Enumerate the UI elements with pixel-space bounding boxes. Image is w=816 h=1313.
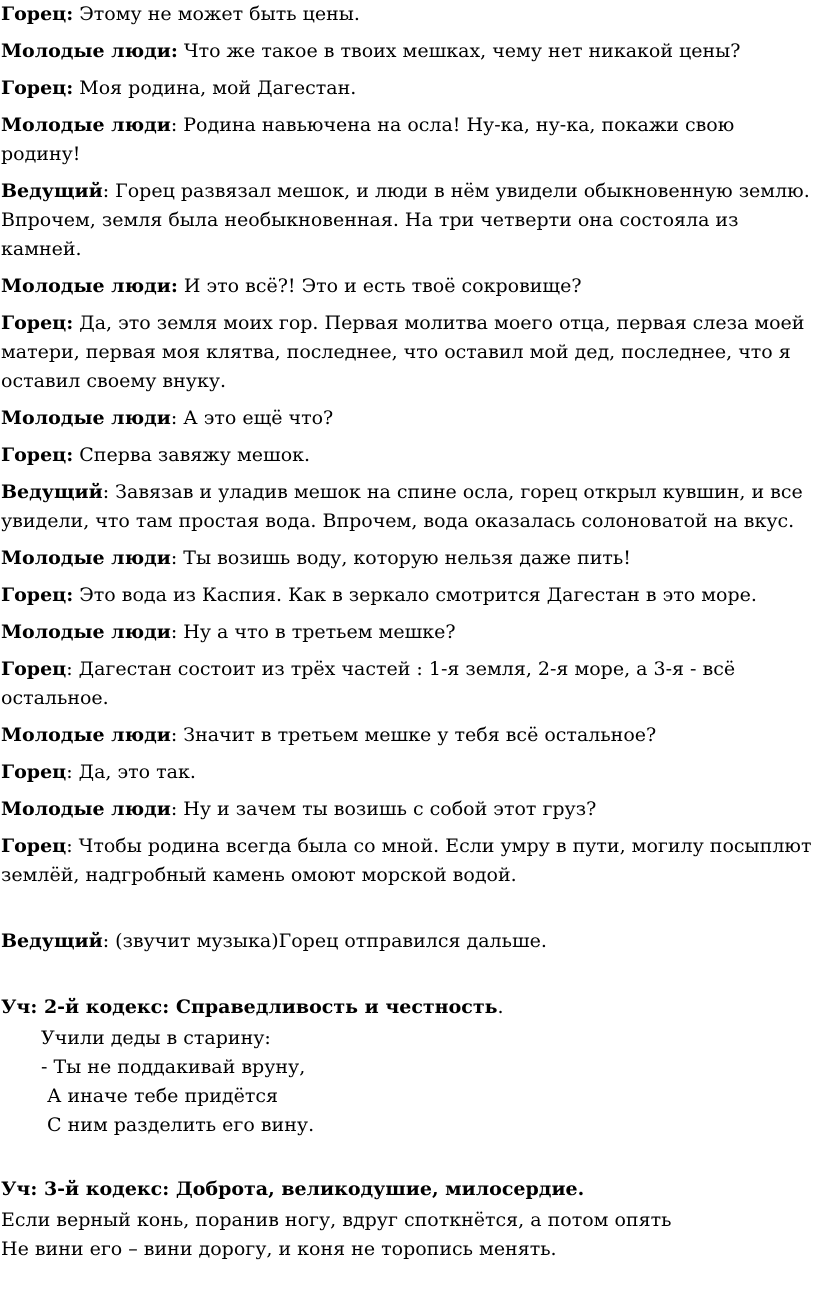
dialogue-line: [1, 404, 816, 433]
verse-line: - Ты не поддакивай вруну,: [41, 1056, 306, 1078]
dialogue-line: [1, 721, 816, 750]
verse-line: Учили деды в старину:: [41, 1027, 271, 1049]
dialogue-line: [1, 441, 816, 470]
speaker-label: Молодые люди:: [1, 275, 178, 297]
verse-line: С ним разделить его вину.: [41, 1114, 315, 1136]
line-text: Это вода из Каспия. Как в зеркало смотрится Дагестан в это море.: [73, 584, 757, 606]
dialogue-line: [1, 111, 816, 169]
speaker-label: Горец:: [1, 312, 74, 334]
speaker-label: Ведущий: [1, 180, 103, 202]
codex-2-verse: [41, 1024, 816, 1140]
dialogue-line: [1, 758, 816, 787]
host-music-line: [1, 927, 816, 956]
codex-2-heading: [1, 993, 816, 1022]
dialogue-block: [1, 0, 816, 890]
spacer: [1, 964, 816, 993]
speaker-label: Молодые люди: [1, 114, 171, 136]
codex-3-lines: [1, 1206, 816, 1264]
dialogue-line: [1, 309, 816, 396]
speaker-label: Молодые люди: [1, 407, 171, 429]
speaker-label: Молодые люди:: [1, 40, 178, 62]
dialogue-line: [1, 74, 816, 103]
line-text: : Родина навьючена на осла! Ну-ка, ну-ка, покажи свою родину!: [1, 114, 735, 165]
line-text: : Значит в третьем мешке у тебя всё остальное?: [170, 724, 657, 746]
line-text: : Дагестан состоит из трёх частей : 1-я земля, 2-я море, а 3-я - всё остальное.: [1, 658, 736, 709]
dialogue-line: [1, 478, 816, 536]
speaker-label: Молодые люди: [1, 547, 171, 569]
dialogue-line: [1, 832, 816, 890]
line-text: : А это ещё что?: [170, 407, 334, 429]
codex-3-title: Уч: 3-й кодекс: Доброта, великодушие, милосердие.: [1, 1178, 585, 1200]
verse-line: А иначе тебе придётся: [41, 1085, 279, 1107]
codex-3-line: Если верный конь, поранив ногу, вдруг споткнётся, а потом опять: [1, 1209, 672, 1231]
speaker-label: Молодые люди: [1, 724, 171, 746]
line-text: : Ну и зачем ты возишь с собой этот груз?: [170, 798, 597, 820]
line-text: : Ну а что в третьем мешке?: [170, 621, 456, 643]
speaker-label: Горец:: [1, 3, 74, 25]
speaker-label: Горец:: [1, 77, 74, 99]
dialogue-line: [1, 37, 816, 66]
speaker-label: Молодые люди: [1, 798, 171, 820]
line-text: Да, это земля моих гор. Первая молитва моего отца, первая слеза моей матери, первая моя клятва, последнее, что оставил мой дед, последнее, что я оставил своему внуку.: [1, 312, 805, 392]
dialogue-line: [1, 795, 816, 824]
line-text: : Завязав и уладив мешок на спине осла, горец открыл кувшин, и все увидели, что там простая вода. Впрочем, вода оказалась солоноватой на вкус.: [1, 481, 803, 532]
codex-2-title: Уч: 2-й кодекс: Справедливость и честность: [1, 996, 498, 1018]
line-text: : Ты возишь воду, которую нельзя даже пить!: [170, 547, 631, 569]
line-text: : Да, это так.: [66, 761, 196, 783]
dialogue-line: [1, 544, 816, 573]
speaker-label: Ведущий: [1, 930, 103, 952]
line-text: Этому не может быть цены.: [73, 3, 360, 25]
line-text: И это всё?! Это и есть твоё сокровище?: [177, 275, 582, 297]
dialogue-line: [1, 272, 816, 301]
speaker-label: Горец:: [1, 444, 74, 466]
speaker-label: Горец: [1, 835, 67, 857]
line-text: : Чтобы родина всегда была со мной. Если умру в пути, могилу посыплют землёй, надгробный камень омоют морской водой.: [1, 835, 812, 886]
spacer: [1, 898, 816, 927]
codex-3-heading: [1, 1175, 816, 1204]
codex-2-title-tail: .: [497, 996, 504, 1018]
dialogue-line: [1, 581, 816, 610]
dialogue-line: [1, 177, 816, 264]
dialogue-line: [1, 618, 816, 647]
dialogue-line: [1, 655, 816, 713]
line-text: Что же такое в твоих мешках, чему нет никакой цены?: [177, 40, 741, 62]
line-text: Моя родина, мой Дагестан.: [73, 77, 357, 99]
speaker-label: Молодые люди: [1, 621, 171, 643]
line-text: : Горец развязал мешок, и люди в нём увидели обыкновенную землю. Впрочем, земля была необыкновенная. На три четверти она состояла из камней.: [1, 180, 810, 260]
dialogue-line: [1, 0, 816, 29]
speaker-label: Горец: [1, 761, 67, 783]
speaker-label: Горец: [1, 658, 67, 680]
spacer: [1, 1140, 816, 1175]
speaker-label: Горец:: [1, 584, 74, 606]
line-text: : (звучит музыка)Горец отправился дальше.: [102, 930, 547, 952]
line-text: Сперва завяжу мешок.: [73, 444, 311, 466]
speaker-label: Ведущий: [1, 481, 103, 503]
codex-3-line: Не вини его – вини дорогу, и коня не торопись менять.: [1, 1238, 557, 1260]
